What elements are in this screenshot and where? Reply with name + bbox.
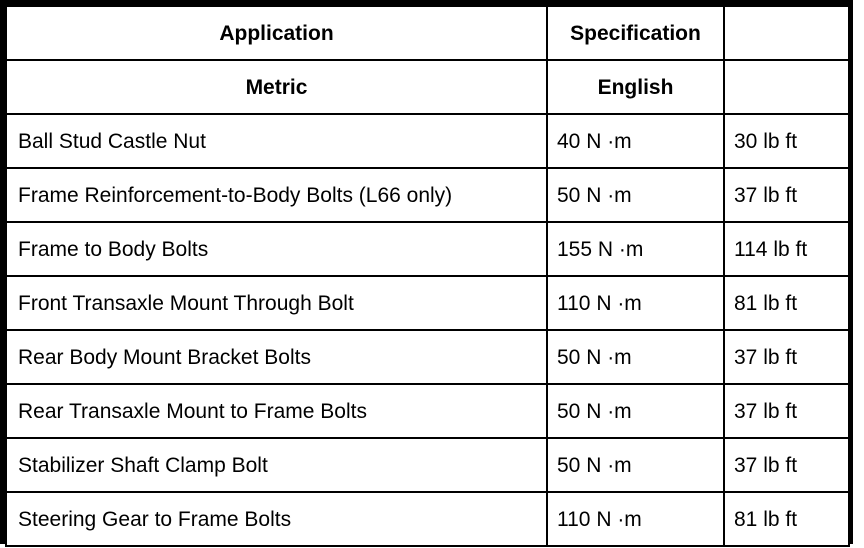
table-row [6,222,849,276]
metric-cell: 50 N ·m [547,330,724,384]
application-cell: Frame Reinforcement-to-Body Bolts (L66 only) [6,168,547,222]
english-cell: 37 lb ft [724,330,849,384]
header-blank-2 [724,60,849,114]
table-row [6,384,849,438]
table-row [6,492,849,546]
table-row [6,438,849,492]
metric-cell: 50 N ·m [547,168,724,222]
application-cell: Ball Stud Castle Nut [6,114,547,168]
english-cell: 37 lb ft [724,384,849,438]
english-cell: 81 lb ft [724,276,849,330]
metric-cell: 50 N ·m [547,384,724,438]
english-cell: 37 lb ft [724,168,849,222]
application-cell: Frame to Body Bolts [6,222,547,276]
fastener-torque-table [5,5,850,547]
metric-cell: 40 N ·m [547,114,724,168]
english-cell: 37 lb ft [724,438,849,492]
english-cell: 114 lb ft [724,222,849,276]
header-application: Application [6,6,547,60]
application-cell: Front Transaxle Mount Through Bolt [6,276,547,330]
table-row [6,114,849,168]
header-row-2 [6,60,849,114]
application-cell: Stabilizer Shaft Clamp Bolt [6,438,547,492]
table-row [6,276,849,330]
english-cell: 81 lb ft [724,492,849,546]
header-metric: Metric [6,60,547,114]
header-english: English [547,60,724,114]
table-row [6,168,849,222]
header-row-1 [6,6,849,60]
table-row [6,330,849,384]
header-blank-1 [724,6,849,60]
english-cell: 30 lb ft [724,114,849,168]
application-cell: Rear Transaxle Mount to Frame Bolts [6,384,547,438]
application-cell: Rear Body Mount Bracket Bolts [6,330,547,384]
metric-cell: 110 N ·m [547,492,724,546]
metric-cell: 110 N ·m [547,276,724,330]
metric-cell: 50 N ·m [547,438,724,492]
metric-cell: 155 N ·m [547,222,724,276]
application-cell: Steering Gear to Frame Bolts [6,492,547,546]
header-specification: Specification [547,6,724,60]
